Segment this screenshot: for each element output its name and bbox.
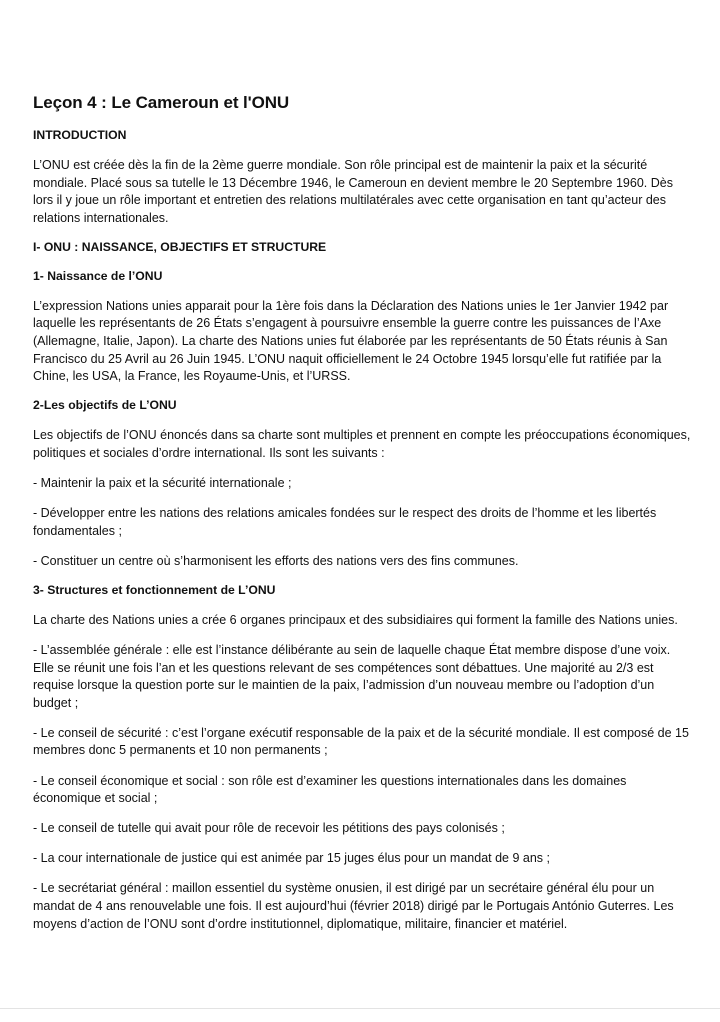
lesson-title: Leçon 4 : Le Cameroun et l'ONU — [33, 93, 290, 112]
subsection-3-heading: 3- Structures et fonctionnement de L’ONU — [33, 582, 276, 597]
intro-heading: INTRODUCTION — [33, 128, 127, 142]
subsection-1-paragraph: L’expression Nations unies apparait pour la 1ère fois dans la Déclaration des Nations unies le 1er Janvier 1942 par laquelle les représentants de 26 États s’engagent à poursuivre ensemble la guerre contre les puissances de l’Axe (Allemagne, Italie, Japon). La charte des Nations unies fut élaborée par les représentants de 50 États réunis à San Francisco du 25 Avril au 26 Juin 1945. L’ONU naquit officiellement le 24 Octobre 1945 lorsqu’elle fut ratifiée par la Chine, les USA, la France, les Royaume-Unis, et l’URSS. — [33, 298, 669, 384]
organ-item: - Le conseil de tutelle qui avait pour rôle de recevoir les pétitions des pays colonisés ; — [33, 821, 505, 836]
organ-item: - Le conseil économique et social : son rôle est d’examiner les questions internationales dans les domaines économique et social ; — [33, 773, 627, 806]
objective-item: - Maintenir la paix et la sécurité internationale ; — [33, 476, 292, 491]
organ-item: - La cour internationale de justice qui est animée par 15 juges élus pour un mandat de 9 ans ; — [33, 851, 550, 866]
subsection-3-paragraph: La charte des Nations unies a crée 6 organes principaux et des subsidiaires qui forment la famille des Nations unies. — [33, 612, 678, 627]
subsection-1-heading: 1- Naissance de l’ONU — [33, 268, 163, 283]
subsection-2-paragraph: Les objectifs de l’ONU énoncés dans sa charte sont multiples et prennent en compte les préoccupations économiques, politiques et sociales d’ordre international. Ils sont les suivants : — [33, 428, 691, 460]
objective-item: - Développer entre les nations des relations amicales fondées sur le respect des droits de l’homme et les libertés fondamentales ; — [33, 506, 657, 538]
section-1-heading: I- ONU : NAISSANCE, OBJECTIFS ET STRUCTURE — [33, 239, 327, 254]
organ-item: - L’assemblée générale : elle est l’instance délibérante au sein de laquelle chaque État membre dispose d’une voix. Elle se réunit une fois l’an et les questions relevant de ses compétences sont débattues. Une majorité au 2/3 est requise lorsque la question porte sur le maintien de la paix, l’admission d’un nouveau membre ou l’adoption d’un budget ; — [33, 643, 671, 710]
organ-item: - Le conseil de sécurité : c’est l’organe exécutif responsable de la paix et de la sécurité mondiale. Il est composé de 15 membres donc 5 permanents et 10 non permanents ; — [33, 725, 689, 758]
intro-paragraph: L’ONU est créée dès la fin de la 2ème guerre mondiale. Son rôle principal est de maintenir la paix et la sécurité mondiale. Placé sous sa tutelle le 13 Décembre 1946, le Cameroun en devient membre le 20 Septembre 1960. Dès lors il y joue un rôle important et entretien des relations multilatérales avec cette organisation en tant qu’acteur des relations internationales. — [33, 158, 673, 225]
objective-item: - Constituer un centre où s’harmonisent les efforts des nations vers des fins communes. — [33, 553, 519, 568]
organ-item: - Le secrétariat général : maillon essentiel du système onusien, il est dirigé par un secrétaire général élu pour un mandat de 4 ans renouvelable une fois. Il est aujourd’hui (février 2018) dirigé par le Portugais António Guterres. Les moyens d’action de l’ONU sont d’ordre institutionnel, diplomatique, militaire, financier et matériel. — [33, 881, 674, 931]
page-bottom-divider — [0, 1008, 720, 1009]
subsection-2-heading: 2-Les objectifs de L’ONU — [33, 398, 177, 413]
